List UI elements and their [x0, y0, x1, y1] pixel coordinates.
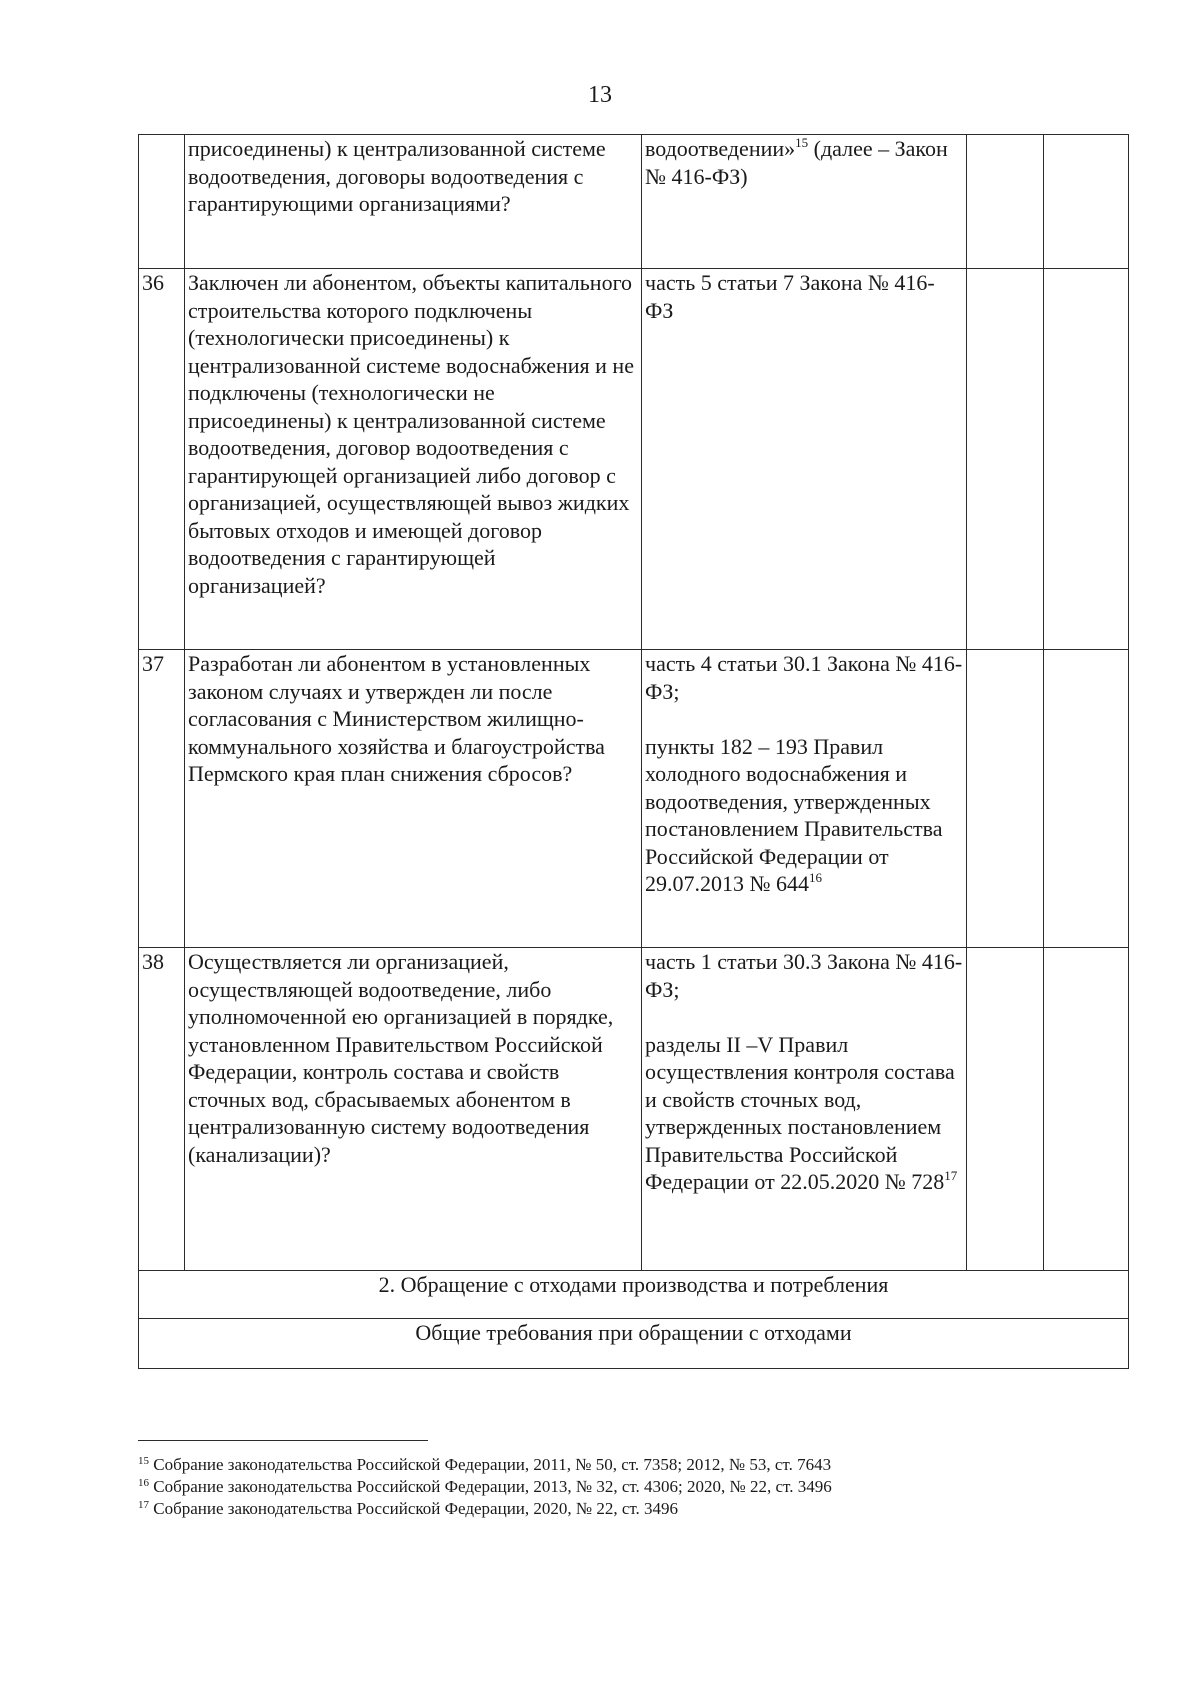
- footnote-text: Собрание законодательства Российской Федерации, 2013, № 32, ст. 4306; 2020, № 22, ст. 3496: [149, 1477, 832, 1496]
- empty-cell: [967, 948, 1044, 1271]
- checklist-table: [138, 134, 1129, 1369]
- legal-basis-cell: [642, 135, 967, 269]
- row-number: 37: [139, 650, 185, 948]
- footnote: [138, 1498, 1128, 1520]
- footnote-mark: 17: [138, 1499, 149, 1511]
- empty-cell: [967, 269, 1044, 650]
- footnote-ref: 15: [795, 135, 809, 150]
- legal-basis-text: часть 5 статьи 7 Закона № 416-ФЗ: [645, 270, 935, 323]
- page-number: 13: [588, 82, 612, 108]
- footnote-mark: 15: [138, 1455, 149, 1467]
- legal-basis-cell: [642, 948, 967, 1271]
- footnote-divider: [138, 1440, 428, 1441]
- table-row: [139, 948, 1129, 1271]
- empty-cell: [1044, 948, 1129, 1271]
- empty-cell: [1044, 135, 1129, 269]
- table-row: [139, 135, 1129, 269]
- question-cell: Заключен ли абонентом, объекты капитального строительства которого подключены (технологически присоединены) к централизованной системе водоснабжения и не подключены (технологически не присоединены) к централизованной системе водоотведения, договор водоотведения с гарантирующей организацией либо договор с организацией, осуществляющей вывоз жидких бытовых отходов и имеющей договор водоотведения с гарантирующей организацией?: [185, 269, 642, 650]
- section-title: 2. Обращение с отходами производства и потребления: [139, 1271, 1129, 1319]
- footnote-text: Собрание законодательства Российской Федерации, 2011, № 50, ст. 7358; 2012, № 53, ст. 7643: [149, 1455, 832, 1474]
- subsection-row: [139, 1319, 1129, 1369]
- section-row: [139, 1271, 1129, 1319]
- legal-basis-text: (далее – Закон № 416-ФЗ): [645, 136, 948, 189]
- footnote-text: Собрание законодательства Российской Федерации, 2020, № 22, ст. 3496: [149, 1499, 679, 1518]
- footnote: [138, 1476, 1128, 1498]
- legal-basis-text: водоотведении»: [645, 136, 796, 161]
- footnotes: [138, 1454, 1128, 1520]
- footnote-ref: 17: [944, 1168, 958, 1183]
- footnote-ref: 16: [809, 870, 822, 885]
- empty-cell: [1044, 650, 1129, 948]
- row-number: 36: [139, 269, 185, 650]
- legal-basis-cell: [642, 650, 967, 948]
- footnote: [138, 1454, 1128, 1476]
- empty-cell: [967, 135, 1044, 269]
- legal-basis-text: часть 1 статьи 30.3 Закона № 416-ФЗ;: [645, 949, 963, 1002]
- subsection-title: Общие требования при обращении с отходами: [139, 1319, 1129, 1369]
- legal-basis-text: пункты 182 – 193 Правил холодного водоснабжения и водоотведения, утвержденных постановлением Правительства Российской Федерации от 29.07.2013 № 644: [645, 733, 943, 896]
- question-cell: присоединены) к централизованной системе водоотведения, договоры водоотведения с гарантирующими организациями?: [185, 135, 642, 269]
- legal-basis-cell: [642, 269, 967, 650]
- row-number: 38: [139, 948, 185, 1271]
- empty-cell: [1044, 269, 1129, 650]
- question-cell: Осуществляется ли организацией, осуществляющей водоотведение, либо уполномоченной ею организацией в порядке, установленном Правительством Российской Федерации, контроль состава и свойств сточных вод, сбрасываемых абонентом в централизованную систему водоотведения (канализации)?: [185, 948, 642, 1271]
- legal-basis-text: часть 4 статьи 30.1 Закона № 416-ФЗ;: [645, 651, 963, 704]
- footnote-mark: 16: [138, 1477, 149, 1489]
- question-cell: Разработан ли абонентом в установленных законом случаях и утвержден ли после согласования с Министерством жилищно-коммунального хозяйства и благоустройства Пермского края план снижения сбросов?: [185, 650, 642, 948]
- empty-cell: [967, 650, 1044, 948]
- table-row: [139, 269, 1129, 650]
- table-row: [139, 650, 1129, 948]
- row-number: [139, 135, 185, 269]
- legal-basis-text: разделы II –V Правил осуществления контроля состава и свойств сточных вод, утвержденных постановлением Правительства Российской Федерации от 22.05.2020 № 728: [645, 1031, 955, 1194]
